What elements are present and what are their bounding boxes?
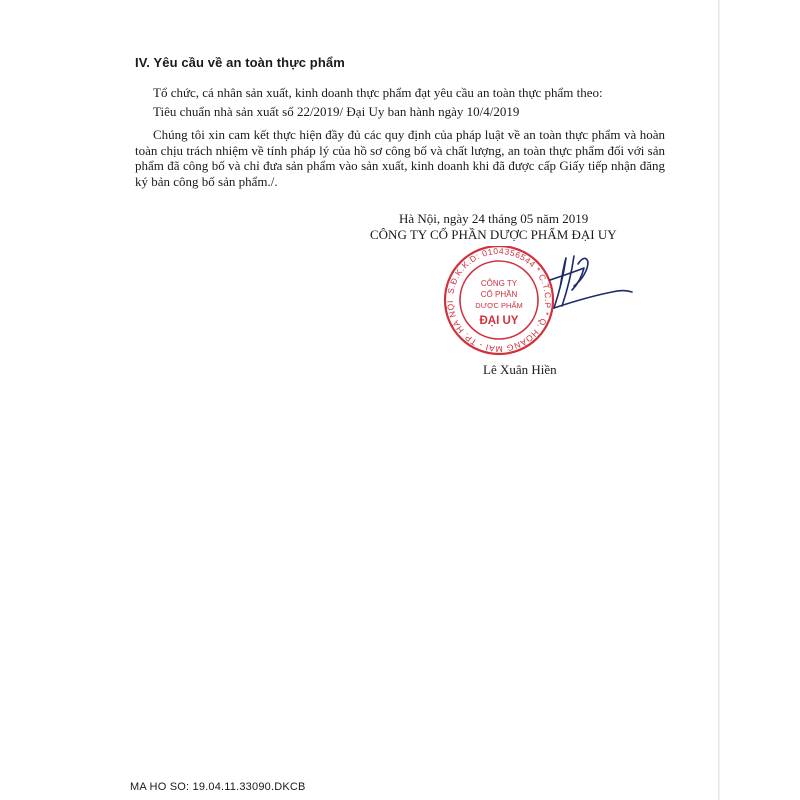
section-heading: IV. Yêu cầu về an toàn thực phẩm	[135, 55, 345, 70]
stamp-line-4: ĐẠI UY	[479, 315, 519, 327]
svg-text:S.Đ.K.K.D: 0104356544 * C.T.C.	[445, 246, 553, 354]
commitment-paragraph	[135, 127, 665, 189]
standard-line: Tiêu chuẩn nhà sản xuất số 22/2019/ Đại Uy ban hành ngày 10/4/2019	[153, 104, 520, 119]
stamp-ring-text: S.Đ.K.K.D: 0104356544 * C.T.C.P * Q. HOÀNG MAI - TP. HÀ NỘI	[444, 246, 554, 355]
stamp-line-1: CÔNG TY	[480, 279, 518, 288]
footer-code: MA HO SO: 19.04.11.33090.DKCB	[130, 781, 306, 793]
intro-line: Tổ chức, cá nhân sản xuất, kinh doanh thực phẩm đạt yêu cầu an toàn thực phẩm theo:	[153, 85, 603, 100]
handwritten-signature	[550, 256, 632, 308]
place-date: Hà Nội, ngày 24 tháng 05 năm 2019	[399, 211, 589, 226]
signer-name: Lê Xuân Hiền	[483, 362, 557, 377]
commitment-text: Chúng tôi xin cam kết thực hiện đầy đủ các quy định của pháp luật về an toàn thực phẩm và hoàn toàn chịu trách nhiệm về tính pháp lý của hồ sơ công bố và chất lượng, an toàn thực phẩm đối với sản phẩm đã công bố và chỉ đưa sản phẩm vào sản xuất, kinh doanh khi đã được cấp Giấy tiếp nhận đăng ký bản công bố sản phẩm./.	[135, 127, 665, 189]
stamp-line-2: CỔ PHẦN	[480, 290, 518, 299]
stamp-seal	[445, 246, 553, 354]
company-name: CÔNG TY CỔ PHẦN DƯỢC PHẨM ĐẠI UY	[370, 227, 617, 242]
company-stamp	[442, 246, 642, 358]
stamp-line-3: DƯỢC PHẨM	[475, 301, 523, 310]
page-margin	[720, 0, 800, 800]
stamp-and-signature	[442, 246, 642, 358]
